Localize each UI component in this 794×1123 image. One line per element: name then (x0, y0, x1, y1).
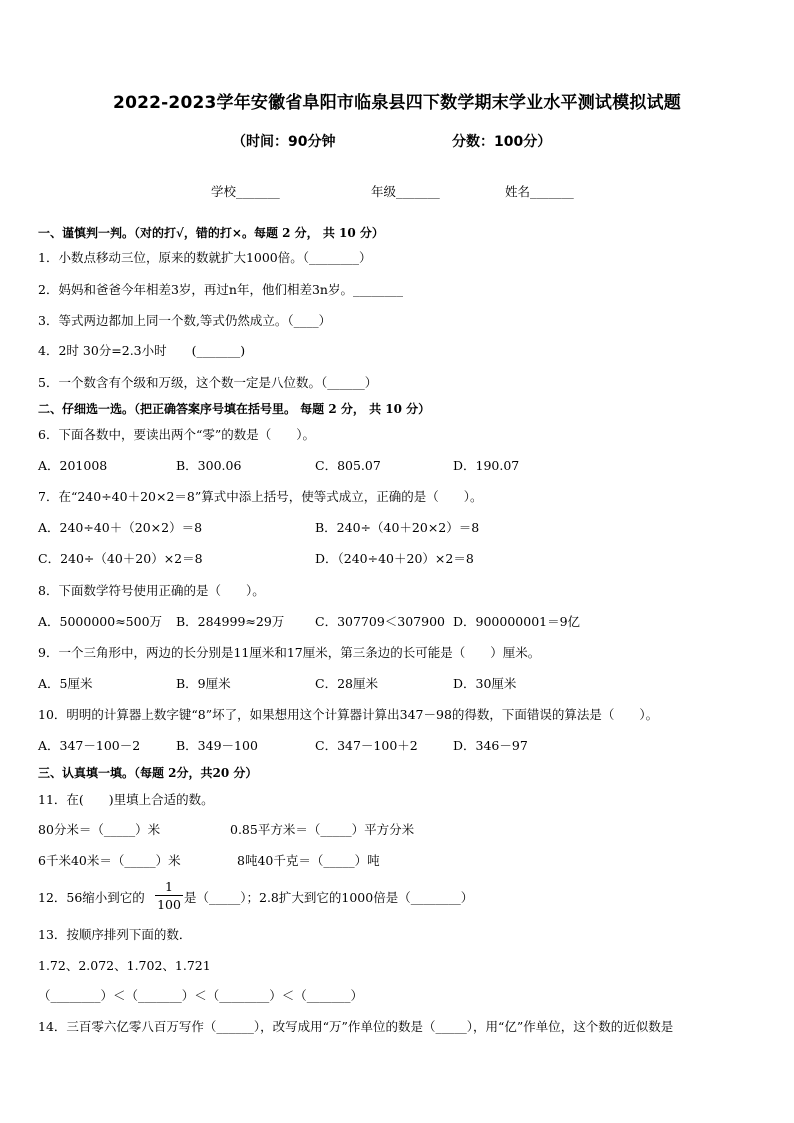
question-12-suffix: 是（_____）；2.8扩大到它的1000倍是（________） (184, 890, 474, 905)
exam-score: 分数：100分） (452, 134, 552, 150)
question-2: 2．妈妈和爸爸今年相差3岁，再过n年，他们相差3n岁。________ (38, 282, 403, 297)
question-7-option-b: B．240÷（40＋20×2）＝8 (315, 520, 480, 535)
question-9: 9．一个三角形中，两边的长分别是11厘米和17厘米，第三条边的长可能是（ ）厘米。 (38, 645, 541, 660)
question-11-blank-4: 8吨40千克＝（_____）吨 (237, 853, 380, 868)
section-1-heading: 一、谨慎判一判。（对的打√，错的打×。每题 2 分， 共 10 分） (38, 226, 384, 240)
question-7-option-d: D．（240÷40＋20）×2＝8 (315, 551, 474, 566)
question-10-option-c: C．347－100＋2 (315, 738, 418, 753)
school-field: 学校_______ (211, 184, 280, 199)
name-field: 姓名_______ (505, 184, 574, 199)
grade-field: 年级_______ (371, 184, 440, 199)
question-3: 3．等式两边都加上同一个数,等式仍然成立。（____） (38, 313, 332, 328)
question-9-option-c: C．28厘米 (315, 676, 378, 691)
question-6-option-a: A．201008 (38, 458, 108, 473)
question-11-blank-2: 0.85平方米＝（_____）平方分米 (230, 822, 415, 837)
question-8-option-b: B．284999≈29万 (176, 614, 285, 629)
question-5: 5．一个数含有个级和万级，这个数一定是八位数。（______） (38, 375, 378, 390)
fraction-denominator: 100 (157, 897, 181, 912)
exam-time: （时间：90分钟 (232, 134, 336, 150)
question-11-blank-3: 6千米40米＝（_____）米 (38, 853, 181, 868)
question-8: 8．下面数学符号使用正确的是（ ）。 (38, 583, 265, 598)
question-6-option-d: D．190.07 (453, 458, 520, 473)
question-6-option-b: B．300.06 (176, 458, 242, 473)
question-7: 7．在“240÷40＋20×2＝8”算式中添上括号，使等式成立，正确的是（ ）。 (38, 489, 483, 504)
question-9-option-d: D．30厘米 (453, 676, 517, 691)
question-6-option-c: C．805.07 (315, 458, 381, 473)
question-13-numbers: 1.72、2.072、1.702、1.721 (38, 958, 211, 973)
exam-title: 2022-2023学年安徽省阜阳市临泉县四下数学期末学业水平测试模拟试题 (113, 93, 681, 113)
question-1: 1．小数点移动三位，原来的数就扩大1000倍。（________） (38, 250, 372, 265)
question-9-option-b: B．9厘米 (176, 676, 231, 691)
question-8-option-c: C．307709＜307900 (315, 614, 445, 629)
question-10: 10．明明的计算器上数字键“8”坏了，如果想用这个计算器计算出347－98的得数，下面错误的算法是（ ）。 (38, 707, 659, 722)
question-8-option-d: D．900000001＝9亿 (453, 614, 581, 629)
question-14: 14．三百零六亿零八百万写作（______），改写成用“万”作单位的数是（_____），用“亿”作单位，这个数的近似数是 (38, 1019, 674, 1034)
question-4: 4．2时 30分=2.3小时 (_______) (38, 343, 246, 358)
question-10-option-d: D．346－97 (453, 738, 528, 753)
question-10-option-b: B．349－100 (176, 738, 258, 753)
section-2-heading: 二、仔细选一选。（把正确答案序号填在括号里。 每题 2 分， 共 10 分） (38, 402, 431, 416)
question-7-option-c: C．240÷（40＋20）×2＝8 (38, 551, 203, 566)
question-10-option-a: A．347－100－2 (38, 738, 141, 753)
question-13: 13．按顺序排列下面的数． (38, 927, 192, 942)
question-12-prefix: 12．56缩小到它的 (38, 890, 145, 905)
question-13-answer-blanks: （________）＜（_______）＜（________）＜（_______） (38, 988, 364, 1003)
section-3-heading: 三、认真填一填。（每题 2分，共20 分） (38, 766, 258, 780)
fraction-numerator: 1 (165, 879, 173, 894)
question-11: 11．在( )里填上合适的数。 (38, 792, 214, 807)
question-9-option-a: A．5厘米 (38, 676, 93, 691)
question-11-blank-1: 80分米＝（_____）米 (38, 822, 161, 837)
fraction-bar (155, 895, 183, 896)
fraction-one-hundredth (155, 879, 183, 912)
question-6: 6．下面各数中，要读出两个“零”的数是（ ）。 (38, 427, 315, 442)
question-7-option-a: A．240÷40＋（20×2）＝8 (38, 520, 203, 535)
question-8-option-a: A．5000000≈500万 (38, 614, 163, 629)
